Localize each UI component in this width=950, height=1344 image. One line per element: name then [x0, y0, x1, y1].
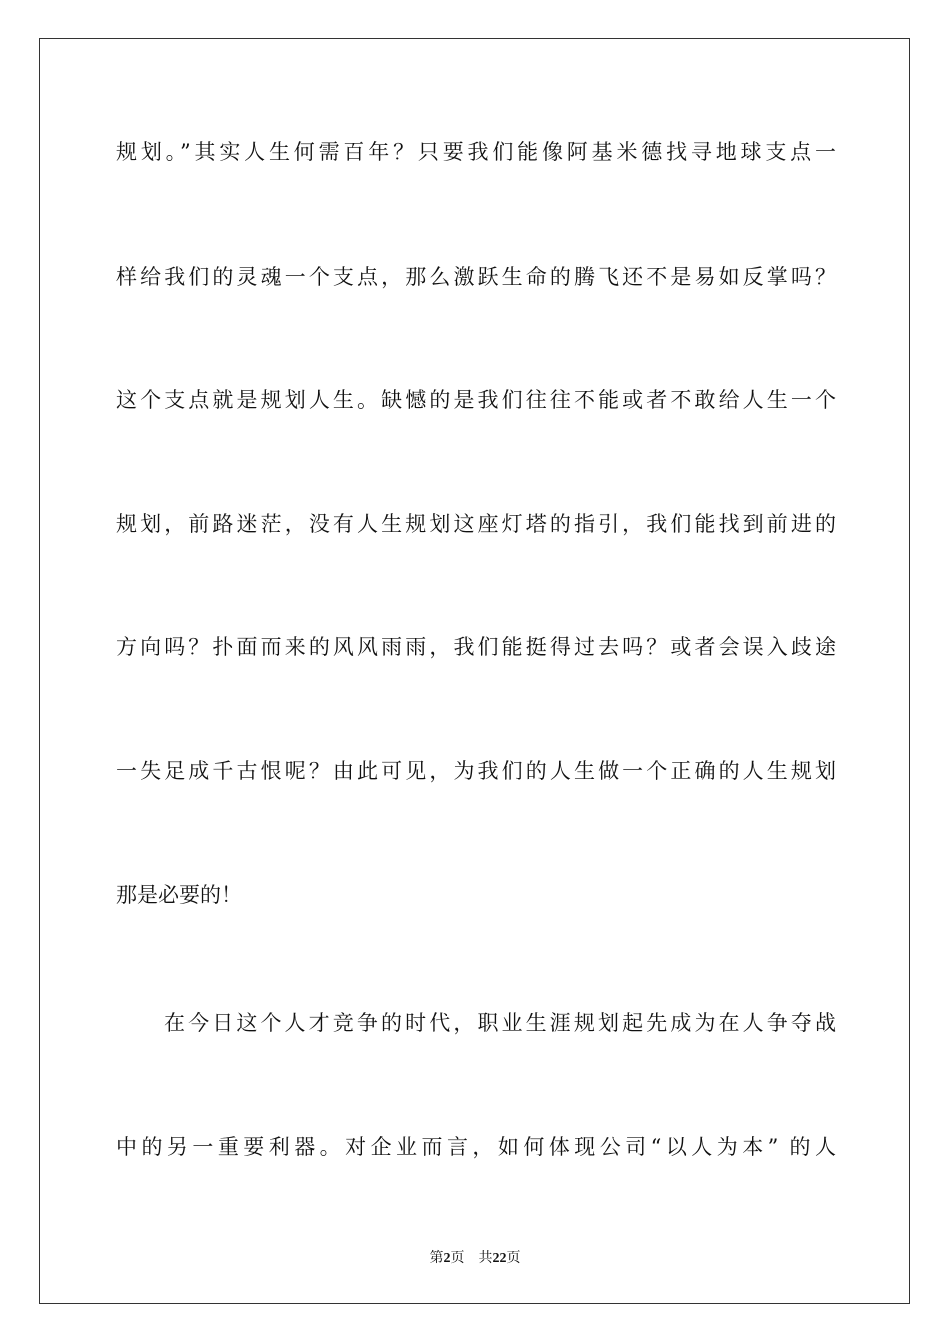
page-footer — [0, 1247, 950, 1267]
current-page-number: 2 — [443, 1251, 451, 1266]
paragraph-line: 那是必要的！ — [116, 883, 242, 907]
paragraph-line: 样给我们的灵魂一个支点，那么激跃生命的腾飞还不是易如反掌吗？ — [116, 265, 836, 289]
total-suffix: 页 — [506, 1251, 521, 1266]
paragraph-line: 这个支点就是规划人生。缺憾的是我们往往不能或者不敢给人生一个 — [116, 388, 836, 412]
paragraph-line: 在今日这个人才竞争的时代，职业生涯规划起先成为在人争夺战 — [164, 1011, 836, 1035]
paragraph-line: 规划，前路迷茫，没有人生规划这座灯塔的指引，我们能找到前进的 — [116, 512, 836, 536]
paragraph-line: 规划。”其实人生何需百年？只要我们能像阿基米德找寻地球支点一 — [116, 140, 836, 164]
page-suffix: 页 — [450, 1251, 465, 1266]
page-border — [39, 38, 910, 1304]
total-page-count: 22 — [492, 1251, 507, 1266]
paragraph-line: 中的另一重要利器。对企业而言，如何体现公司“以人为本” 的人 — [116, 1135, 836, 1159]
page-prefix: 第 — [429, 1251, 444, 1266]
paragraph-line: 一失足成千古恨呢？由此可见，为我们的人生做一个正确的人生规划 — [116, 759, 836, 783]
total-prefix: 共 — [478, 1251, 493, 1266]
paragraph-line: 方向吗？扑面而来的风风雨雨，我们能挺得过去吗？或者会误入歧途 — [116, 635, 836, 659]
